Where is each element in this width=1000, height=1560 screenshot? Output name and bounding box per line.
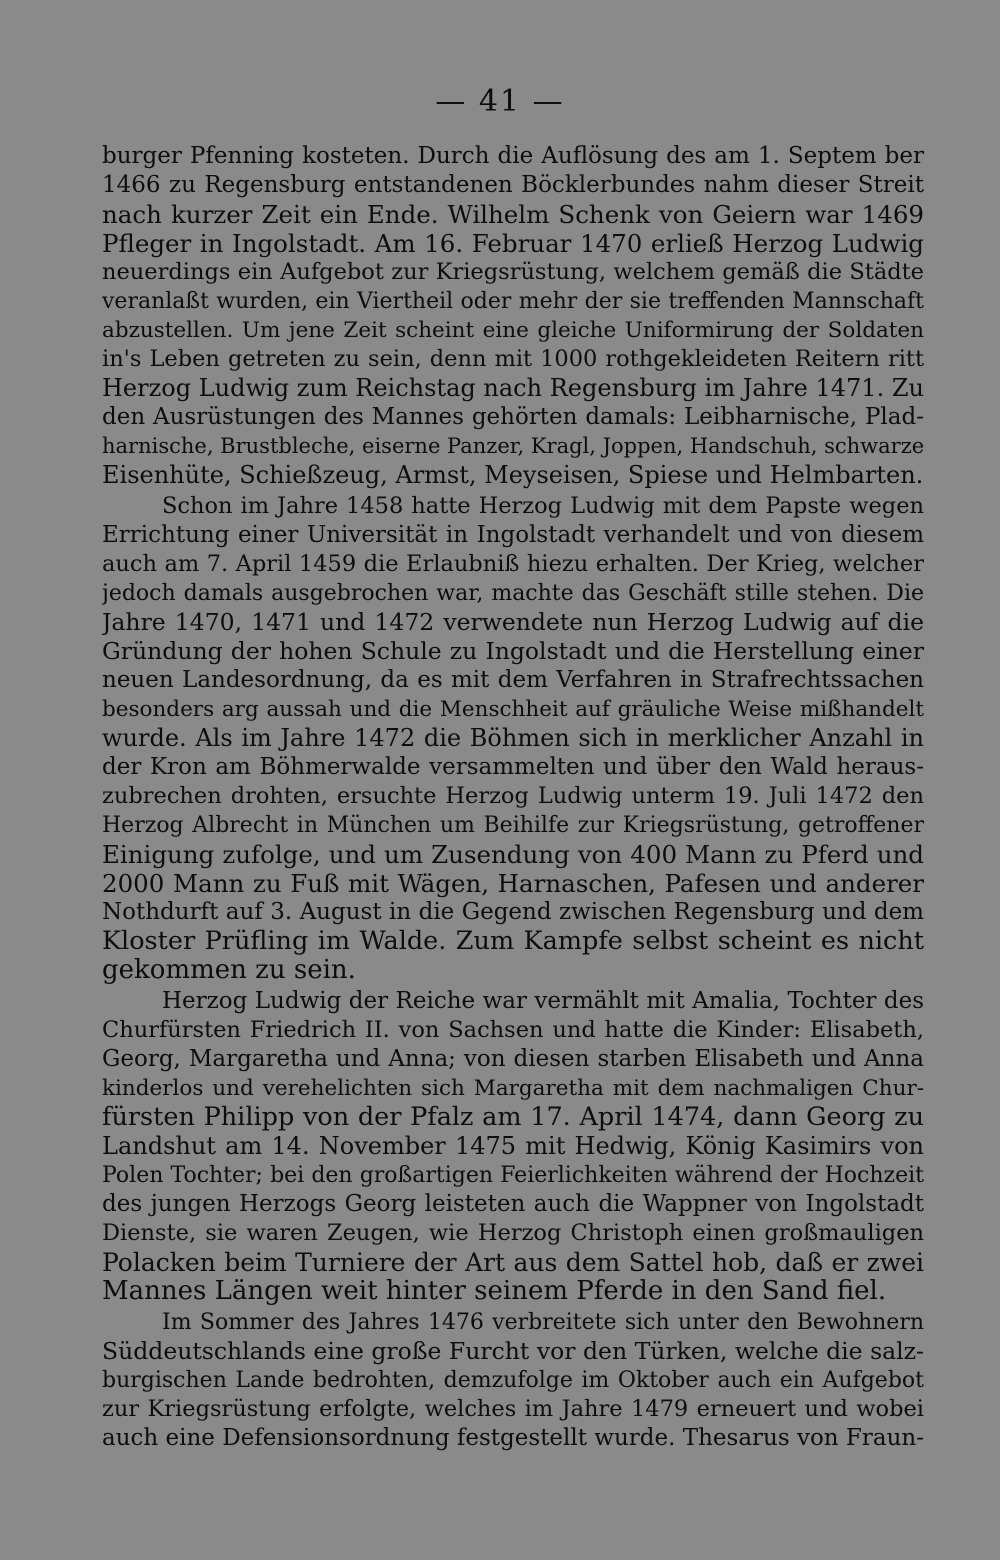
text-line: Churfürsten Friedrich II. von Sachsen und hatte die Kinder: Elisabeth, <box>102 1017 924 1043</box>
text-line: Herzog Ludwig der Reiche war vermählt mit Amalia, Tochter des <box>162 988 924 1014</box>
text-line: Landshut am 14. November 1475 mit Hedwig, König Kasimirs von <box>102 1132 924 1160</box>
paragraph <box>102 1308 924 1453</box>
text-line: harnische, Brustbleche, eiserne Panzer, Kragl, Joppen, Handschuh, schwarze <box>102 434 924 458</box>
text-line: abzustellen. Um jene Zeit scheint eine gleiche Uniformirung der Soldaten <box>102 318 924 343</box>
text-body <box>102 142 924 1453</box>
text-line: in's Leben getreten zu sein, denn mit 1000 rothgekleideten Reitern ritt <box>102 346 924 372</box>
text-line: den Ausrüstungen des Mannes gehörten damals: Leibharnische, Plad- <box>102 404 924 430</box>
text-line: zubrechen drohten, ersuchte Herzog Ludwig unterm 19. Juli 1472 den <box>102 783 924 809</box>
text-line: Herzog Albrecht in München um Beihilfe zur Kriegsrüstung, getroffener <box>102 813 924 838</box>
text-line: Jahre 1470, 1471 und 1472 verwendete nun Herzog Ludwig auf die <box>102 608 924 636</box>
text-line: burgischen Lande bedrohten, demzufolge im Oktober auch ein Aufgebot <box>102 1368 924 1393</box>
text-line: Georg, Margaretha und Anna; von diesen starben Elisabeth und Anna <box>102 1046 924 1072</box>
text-line: Mannes Längen weit hinter seinem Pferde in den Sand fiel. <box>102 1277 887 1306</box>
paragraph <box>102 142 924 490</box>
paragraph <box>102 492 924 985</box>
text-line: Eisenhüte, Schießzeug, Armst, Meyseisen, Spiese und Helmbarten. <box>102 461 924 489</box>
text-line: Polacken beim Turniere der Art aus dem Sattel hob, daß er zwei <box>102 1248 924 1277</box>
text-line: des jungen Herzogs Georg leisteten auch die Wappner von Ingolstadt <box>102 1191 924 1217</box>
text-line: Schon im Jahre 1458 hatte Herzog Ludwig mit dem Papste wegen <box>162 493 924 519</box>
text-line: Dienste, sie waren Zeugen, wie Herzog Christoph einen großmauligen <box>102 1220 924 1246</box>
text-line: Polen Tochter; bei den großartigen Feierlichkeiten während der Hochzeit <box>102 1163 924 1188</box>
text-line: kinderlos und verehelichten sich Margaretha mit dem nachmaligen Chur- <box>102 1076 924 1101</box>
text-line: Nothdurft auf 3. August in die Gegend zwischen Regensburg und dem <box>102 899 924 925</box>
text-line: burger Pfenning kosteten. Durch die Auflösung des am 1. Septem ber <box>102 143 924 169</box>
text-line: auch am 7. April 1459 die Erlaubniß hiezu erhalten. Der Krieg, welcher <box>102 551 924 577</box>
text-line: Im Sommer des Jahres 1476 verbreitete sich unter den Bewohnern <box>162 1310 924 1335</box>
text-line: Einigung zufolge, und um Zusendung von 400 Mann zu Pferd und <box>102 840 924 869</box>
text-line: wurde. Als im Jahre 1472 die Böhmen sich in merklicher Anzahl in <box>102 724 924 752</box>
text-line: Süddeutschlands eine große Furcht vor den Türken, welche die salz- <box>102 1337 924 1365</box>
text-line: neuen Landesordnung, da es mit dem Verfahren in Strafrechtssachen <box>102 667 924 693</box>
page-number: — 41 — <box>435 84 565 119</box>
text-line: nach kurzer Zeit ein Ende. Wilhelm Schenk von Geiern war 1469 <box>102 200 924 229</box>
text-line: 1466 zu Regensburg entstandenen Böcklerbundes nahm dieser Streit <box>102 172 924 198</box>
text-line: Errichtung einer Universität in Ingolstadt verhandelt und von diesem <box>102 522 924 548</box>
text-line: fürsten Philipp von der Pfalz am 17. April 1474, dann Georg zu <box>102 1103 924 1132</box>
text-line: gekommen zu sein. <box>102 956 356 985</box>
text-line: Kloster Prüfling im Walde. Zum Kampfe selbst scheint es nicht <box>102 927 924 956</box>
text-line: Herzog Ludwig zum Reichstag nach Regensburg im Jahre 1471. Zu <box>102 374 924 402</box>
text-line: jedoch damals ausgebrochen war, machte das Geschäft stille stehen. Die <box>102 581 924 606</box>
text-line: Gründung der hohen Schule zu Ingolstadt und die Herstellung einer <box>102 637 924 665</box>
text-line: zur Kriegsrüstung erfolgte, welches im Jahre 1479 erneuert und wobei <box>102 1396 924 1422</box>
text-line: der Kron am Böhmerwalde versammelten und über den Wald heraus- <box>102 754 924 780</box>
text-line: 2000 Mann zu Fuß mit Wägen, Harnaschen, Pafesen und anderer <box>102 869 924 898</box>
text-line: veranlaßt wurden, ein Viertheil oder mehr der sie treffenden Mannschaft <box>102 289 924 314</box>
text-line: besonders arg aussah und die Menschheit auf gräuliche Weise mißhandelt <box>102 697 924 722</box>
text-line: auch eine Defensionsordnung festgestellt wurde. Thesarus von Fraun- <box>102 1425 924 1451</box>
text-line: Pfleger in Ingolstadt. Am 16. Februar 1470 erließ Herzog Ludwig <box>102 229 924 258</box>
text-line: neuerdings ein Aufgebot zur Kriegsrüstung, welchem gemäß die Städte <box>102 259 924 285</box>
paragraph <box>102 987 924 1306</box>
